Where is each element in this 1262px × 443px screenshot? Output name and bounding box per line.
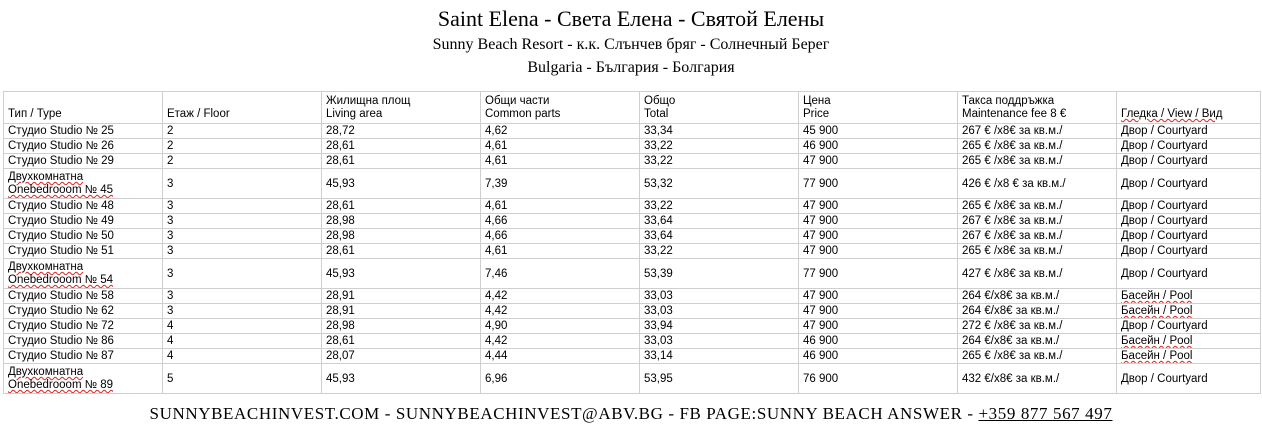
view-label: Басейн / Pool xyxy=(1121,335,1193,347)
phone-number[interactable]: +359 877 567 497 xyxy=(978,404,1113,423)
total-area-cell: 33,22 xyxy=(640,154,799,169)
table-header-row xyxy=(4,92,1261,124)
price-cell: 47 900 xyxy=(799,214,958,229)
living-area-cell: 28,61 xyxy=(322,244,481,259)
unit-type-label: Студио Studio № 50 xyxy=(8,230,114,242)
living-area-cell: 28,72 xyxy=(322,124,481,139)
country-subtitle: Bulgaria - България - Болгария xyxy=(527,59,735,76)
table-body xyxy=(4,124,1261,394)
type-cell xyxy=(4,304,163,319)
floor-cell: 3 xyxy=(163,229,322,244)
contact-footer xyxy=(0,404,1262,424)
column-header-label: Гледка / View / Вид xyxy=(1121,108,1223,120)
unit-number-label: Onebedrooom № 45 xyxy=(8,184,114,196)
type-cell xyxy=(4,229,163,244)
view-cell: Двор / Courtyard xyxy=(1117,139,1261,154)
common-parts-cell: 4,61 xyxy=(481,139,640,154)
floor-cell: 3 xyxy=(163,289,322,304)
unit-type-label: Студио Studio № 58 xyxy=(8,290,114,302)
price-cell: 47 900 xyxy=(799,304,958,319)
type-cell xyxy=(4,154,163,169)
common-parts-cell: 4,44 xyxy=(481,349,640,364)
maintenance-fee-cell: 265 € /х8€ за кв.м./ xyxy=(958,139,1117,154)
type-cell xyxy=(4,169,163,199)
column-header-sublabel: Price xyxy=(803,108,830,120)
total-area-cell: 33,03 xyxy=(640,304,799,319)
total-area-cell: 33,03 xyxy=(640,334,799,349)
column-header xyxy=(958,92,1117,124)
common-parts-cell: 4,61 xyxy=(481,244,640,259)
maintenance-fee-cell: 432 €/х8€ за кв.м./ xyxy=(958,364,1117,394)
view-cell: Двор / Courtyard xyxy=(1117,154,1261,169)
price-cell: 47 900 xyxy=(799,154,958,169)
price-cell: 47 900 xyxy=(799,199,958,214)
total-area-cell: 33,64 xyxy=(640,214,799,229)
total-area-cell: 33,22 xyxy=(640,244,799,259)
view-label: Басейн / Pool xyxy=(1121,290,1193,302)
price-cell: 46 900 xyxy=(799,334,958,349)
maintenance-fee-cell: 265 € /х8€ за кв.м./ xyxy=(958,199,1117,214)
column-header xyxy=(4,92,163,124)
column-header xyxy=(481,92,640,124)
total-area-cell: 33,34 xyxy=(640,124,799,139)
column-header-label: Общи части xyxy=(485,95,550,107)
table-row xyxy=(4,259,1261,289)
table-row xyxy=(4,244,1261,259)
view-cell: Двор / Courtyard xyxy=(1117,124,1261,139)
view-cell: Двор / Courtyard xyxy=(1117,229,1261,244)
unit-type-label: Студио Studio № 26 xyxy=(8,140,114,152)
floor-cell: 3 xyxy=(163,214,322,229)
table-row xyxy=(4,349,1261,364)
floor-cell: 5 xyxy=(163,364,322,394)
price-cell: 47 900 xyxy=(799,244,958,259)
common-parts-cell: 4,90 xyxy=(481,319,640,334)
view-cell xyxy=(1117,289,1261,304)
table-row xyxy=(4,334,1261,349)
floor-cell: 4 xyxy=(163,319,322,334)
column-header-label: Такса поддръжка xyxy=(962,95,1055,107)
price-cell: 77 900 xyxy=(799,169,958,199)
table-row xyxy=(4,154,1261,169)
total-area-cell: 33,94 xyxy=(640,319,799,334)
unit-type-label: Двухкомнатна xyxy=(8,366,84,378)
unit-number-label: Onebedrooom № 89 xyxy=(8,379,114,391)
living-area-cell: 28,07 xyxy=(322,349,481,364)
unit-type-label: Студио Studio № 29 xyxy=(8,155,114,167)
type-cell xyxy=(4,124,163,139)
table-row xyxy=(4,319,1261,334)
table-row xyxy=(4,289,1261,304)
floor-cell: 4 xyxy=(163,349,322,364)
type-cell xyxy=(4,349,163,364)
living-area-cell: 45,93 xyxy=(322,364,481,394)
floor-cell: 3 xyxy=(163,259,322,289)
maintenance-fee-cell: 264 €/х8€ за кв.м./ xyxy=(958,304,1117,319)
living-area-cell: 28,98 xyxy=(322,319,481,334)
view-cell: Двор / Courtyard xyxy=(1117,259,1261,289)
unit-type-label: Студио Studio № 48 xyxy=(8,200,114,212)
living-area-cell: 28,61 xyxy=(322,199,481,214)
type-cell xyxy=(4,319,163,334)
total-area-cell: 53,95 xyxy=(640,364,799,394)
floor-cell: 3 xyxy=(163,304,322,319)
view-label: Басейн / Pool xyxy=(1121,350,1193,362)
type-cell xyxy=(4,259,163,289)
total-area-cell: 33,22 xyxy=(640,199,799,214)
view-cell: Двор / Courtyard xyxy=(1117,244,1261,259)
price-cell: 47 900 xyxy=(799,289,958,304)
column-header-label: Тип / Type xyxy=(8,108,62,120)
price-cell: 46 900 xyxy=(799,349,958,364)
document-title: Saint Elena - Света Елена - Святой Елены xyxy=(437,6,825,31)
column-header xyxy=(1117,92,1261,124)
type-cell xyxy=(4,364,163,394)
price-cell: 45 900 xyxy=(799,124,958,139)
maintenance-fee-cell: 264 €/х8€ за кв.м./ xyxy=(958,334,1117,349)
living-area-cell: 28,61 xyxy=(322,334,481,349)
resort-subtitle: Sunny Beach Resort - к.к. Слънчев бряг - Солнечный Берег xyxy=(432,36,830,53)
total-area-cell: 33,03 xyxy=(640,289,799,304)
column-header-label: Общо xyxy=(644,95,676,107)
column-header-label: Етаж / Floor xyxy=(167,108,230,120)
common-parts-cell: 4,62 xyxy=(481,124,640,139)
floor-cell: 3 xyxy=(163,199,322,214)
living-area-cell: 28,61 xyxy=(322,154,481,169)
maintenance-fee-cell: 427 € /х8€ за кв.м./ xyxy=(958,259,1117,289)
view-cell: Двор / Courtyard xyxy=(1117,319,1261,334)
maintenance-fee-cell: 265 € /х8€ за кв.м./ xyxy=(958,154,1117,169)
maintenance-fee-cell: 426 € /х8 € за кв.м./ xyxy=(958,169,1117,199)
unit-type-label: Двухкомнатна xyxy=(8,261,84,273)
column-header-sublabel: Living area xyxy=(326,108,383,120)
view-cell xyxy=(1117,304,1261,319)
living-area-cell: 28,98 xyxy=(322,214,481,229)
view-cell: Двор / Courtyard xyxy=(1117,169,1261,199)
unit-type-label: Студио Studio № 25 xyxy=(8,125,114,137)
column-header-sublabel: Total xyxy=(644,108,669,120)
price-cell: 47 900 xyxy=(799,319,958,334)
view-cell xyxy=(1117,334,1261,349)
total-area-cell: 33,22 xyxy=(640,139,799,154)
column-header xyxy=(640,92,799,124)
unit-type-label: Студио Studio № 86 xyxy=(8,335,114,347)
unit-type-label: Студио Studio № 87 xyxy=(8,350,114,362)
view-cell: Двор / Courtyard xyxy=(1117,364,1261,394)
common-parts-cell: 4,66 xyxy=(481,214,640,229)
table-row xyxy=(4,229,1261,244)
table-row xyxy=(4,214,1261,229)
unit-type-label: Студио Studio № 51 xyxy=(8,245,114,257)
floor-cell: 3 xyxy=(163,244,322,259)
view-cell: Двор / Courtyard xyxy=(1117,199,1261,214)
living-area-cell: 28,91 xyxy=(322,304,481,319)
common-parts-cell: 7,39 xyxy=(481,169,640,199)
maintenance-fee-cell: 272 € /х8€ за кв.м./ xyxy=(958,319,1117,334)
column-header-sublabel: Common parts xyxy=(485,108,561,120)
common-parts-cell: 4,61 xyxy=(481,199,640,214)
living-area-cell: 28,91 xyxy=(322,289,481,304)
total-area-cell: 33,64 xyxy=(640,229,799,244)
unit-type-label: Студио Studio № 72 xyxy=(8,320,114,332)
type-cell xyxy=(4,334,163,349)
price-cell: 76 900 xyxy=(799,364,958,394)
common-parts-cell: 4,66 xyxy=(481,229,640,244)
floor-cell: 2 xyxy=(163,139,322,154)
table-row xyxy=(4,199,1261,214)
view-cell xyxy=(1117,349,1261,364)
column-header-sublabel: Maintenance fee 8 € xyxy=(962,108,1067,120)
common-parts-cell: 7,46 xyxy=(481,259,640,289)
maintenance-fee-cell: 265 € /х8€ за кв.м./ xyxy=(958,349,1117,364)
living-area-cell: 28,98 xyxy=(322,229,481,244)
table-row xyxy=(4,124,1261,139)
price-cell: 47 900 xyxy=(799,229,958,244)
view-cell: Двор / Courtyard xyxy=(1117,214,1261,229)
column-header xyxy=(799,92,958,124)
floor-cell: 3 xyxy=(163,169,322,199)
unit-number-label: Onebedrooom № 54 xyxy=(8,274,114,286)
unit-type-label: Студио Studio № 49 xyxy=(8,215,114,227)
type-cell xyxy=(4,289,163,304)
table-row xyxy=(4,364,1261,394)
table-row xyxy=(4,304,1261,319)
floor-cell: 2 xyxy=(163,154,322,169)
unit-type-label: Студио Studio № 62 xyxy=(8,305,114,317)
maintenance-fee-cell: 265 € /х8€ за кв.м./ xyxy=(958,244,1117,259)
type-cell xyxy=(4,139,163,154)
total-area-cell: 33,14 xyxy=(640,349,799,364)
table-row xyxy=(4,139,1261,154)
type-cell xyxy=(4,214,163,229)
total-area-cell: 53,39 xyxy=(640,259,799,289)
common-parts-cell: 4,42 xyxy=(481,334,640,349)
column-header xyxy=(322,92,481,124)
contact-info: SUNNYBEACHINVEST.COM - SUNNYBEACHINVEST@ABV.BG - FB PAGE:SUNNY BEACH ANSWER - xyxy=(149,404,979,423)
type-cell xyxy=(4,199,163,214)
total-area-cell: 53,32 xyxy=(640,169,799,199)
living-area-cell: 45,93 xyxy=(322,259,481,289)
table-row xyxy=(4,169,1261,199)
common-parts-cell: 4,42 xyxy=(481,289,640,304)
common-parts-cell: 4,42 xyxy=(481,304,640,319)
common-parts-cell: 4,61 xyxy=(481,154,640,169)
column-header-label: Жилищна площ xyxy=(326,95,411,107)
column-header xyxy=(163,92,322,124)
price-cell: 46 900 xyxy=(799,139,958,154)
maintenance-fee-cell: 267 € /х8€ за кв.м./ xyxy=(958,124,1117,139)
floor-cell: 4 xyxy=(163,334,322,349)
maintenance-fee-cell: 267 € /х8€ за кв.м./ xyxy=(958,229,1117,244)
price-list-table xyxy=(3,91,1261,394)
living-area-cell: 45,93 xyxy=(322,169,481,199)
common-parts-cell: 6,96 xyxy=(481,364,640,394)
maintenance-fee-cell: 267 € /х8€ за кв.м./ xyxy=(958,214,1117,229)
unit-type-label: Двухкомнатна xyxy=(8,171,84,183)
maintenance-fee-cell: 264 €/х8€ за кв.м./ xyxy=(958,289,1117,304)
type-cell xyxy=(4,244,163,259)
price-cell: 77 900 xyxy=(799,259,958,289)
floor-cell: 2 xyxy=(163,124,322,139)
view-label: Басейн / Pool xyxy=(1121,305,1193,317)
living-area-cell: 28,61 xyxy=(322,139,481,154)
column-header-label: Цена xyxy=(803,95,831,107)
